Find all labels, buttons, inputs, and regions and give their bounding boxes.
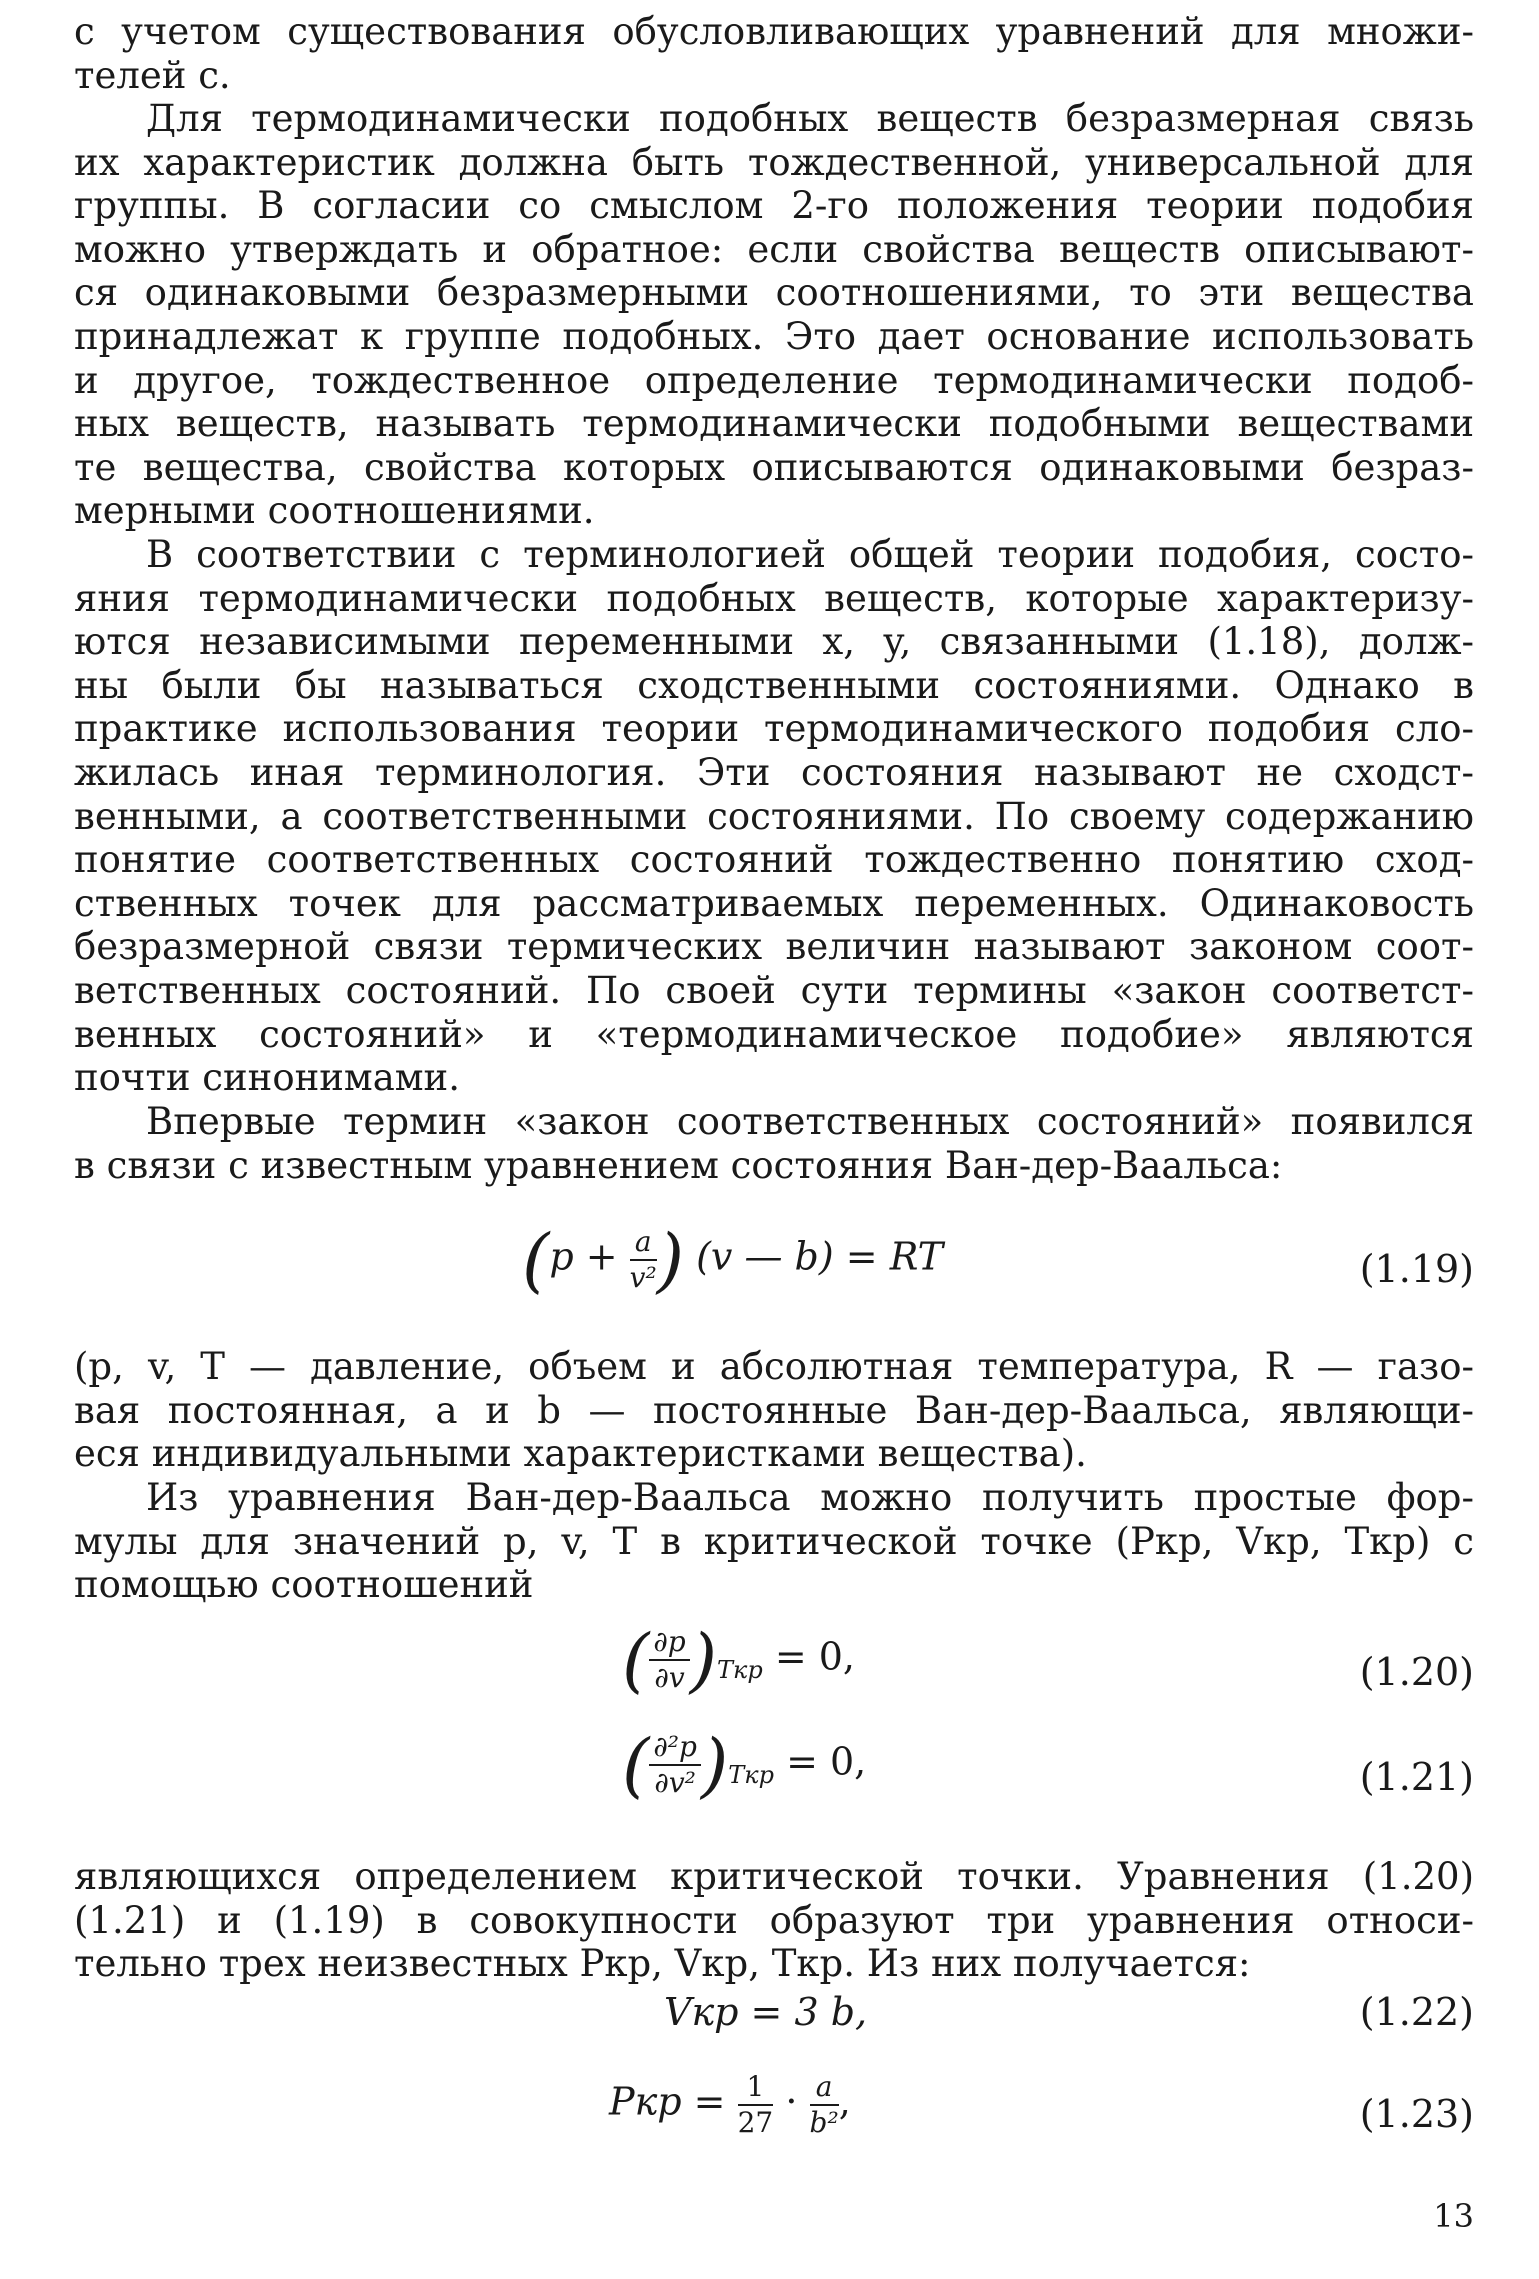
text-line: в связи с известным уравнением состояния Ван-дер-Ваальса:: [74, 1143, 1283, 1187]
equation-1-19: (p + $\frac{a}{\text{v²}}$ ) (v — b) = RT (1.19): [522, 1219, 1474, 1301]
text-line: (p, v, T — давление, объем и абсолютная температура, R — газо-: [74, 1345, 1474, 1388]
equation-number: (1.21): [1359, 1755, 1474, 1799]
equation-number: (1.20): [1359, 1650, 1474, 1694]
text-line: ся одинаковыми безразмерными соотношениями, то эти вещества: [74, 271, 1474, 315]
text-line: с учетом существования обусловливающих уравнений для множи-: [74, 10, 1474, 53]
paragraph-3: [74, 533, 1474, 1100]
text-line: телей с.: [74, 53, 231, 97]
equation-1-23: Pкр = $\frac{1}{27}$ · $\frac{a}{\text{b²}}$ , (1.23): [609, 2070, 1474, 2139]
text-line: ственных точек для рассматриваемых переменных. Одинаковость: [74, 881, 1474, 925]
text-line: мулы для значений p, v, T в критической точке (Pкр, Vкр, Tкр) с: [74, 1519, 1474, 1563]
text-line: помощью соотношений: [74, 1563, 534, 1607]
eq-text: = 0,: [786, 1739, 867, 1784]
text-line: вая постоянная, a и b — постоянные Ван-дер-Ваальса, являющи-: [74, 1388, 1474, 1432]
text-line: ны были бы называться сходственными состояниями. Однако в: [74, 663, 1474, 707]
text-line: безразмерной связи термических величин называют законом соот-: [74, 925, 1474, 969]
equation-1-21: ( $\frac{\text{∂²p}}{\text{∂v²}}$ )$_{Tкр} = 0$, (1.21): [622, 1724, 1474, 1806]
text-line: венными, а соответственными состояниями. По своему содержанию: [74, 794, 1474, 838]
fraction: $\frac{a}{\text{b²}}$: [809, 2070, 839, 2139]
text-line: те вещества, свойства которых описываются одинаковыми безраз-: [74, 445, 1474, 489]
paragraph-7: [74, 1855, 1474, 1986]
text-line: являющихся определением критической точки. Уравнения (1.20): [74, 1855, 1474, 1898]
equation-number: (1.19): [1359, 1247, 1474, 1291]
equation-number: (1.22): [1359, 1990, 1474, 2034]
text-line: мерными соотношениями.: [74, 489, 595, 533]
equation-1-22: [74, 1990, 1474, 2050]
text-line: принадлежат к группе подобных. Это дает основание использовать: [74, 314, 1474, 358]
eq-text: (v — b) = RT: [696, 1234, 943, 1279]
fraction: $\frac{1}{27}$: [737, 2070, 774, 2139]
page: [74, 0, 1474, 2279]
paragraph-2: [74, 97, 1474, 533]
text-line: ных веществ, называть термодинамически подобными веществами: [74, 402, 1474, 446]
text-line: ются независимыми переменными x, y, связанными (1.18), долж-: [74, 620, 1474, 664]
paragraph-6: [74, 1476, 1474, 1607]
text-line: (1.21) и (1.19) в совокупности образуют три уравнения относи-: [74, 1898, 1474, 1942]
text-line: группы. В согласии со смыслом 2-го положения теории подобия: [74, 184, 1474, 228]
text-line: можно утверждать и обратное: если свойства веществ описывают-: [74, 227, 1474, 271]
text-line: понятие соответственных состояний тождественно понятию сход-: [74, 838, 1474, 882]
equation-1-20: ( $\frac{\partial p}{\partial v}$ )$_{Tкр} = 0$, (1.20): [622, 1619, 1474, 1701]
fraction: $\frac{a}{\text{v²}}$: [629, 1225, 657, 1294]
text-line: ветственных состояний. По своей сути термины «закон соответст-: [74, 968, 1474, 1012]
paragraph-4: [74, 1100, 1474, 1187]
text-line: почти синонимами.: [74, 1056, 460, 1100]
eq-text: Vкр = 3 b,: [664, 1990, 868, 2034]
text-line: яния термодинамически подобных веществ, которые характеризу-: [74, 576, 1474, 620]
text-line: В соответствии с терминологией общей теории подобия, состо-: [146, 533, 1474, 576]
fraction: $\frac{\text{∂²p}}{\text{∂v²}}$: [649, 1730, 701, 1800]
page-number: 13: [1433, 2197, 1474, 2235]
fraction: $\frac{\partial p}{\partial v}$: [649, 1625, 689, 1695]
text-line: практике использования теории термодинамического подобия сло-: [74, 707, 1474, 751]
eq-text: Pкр =: [609, 2079, 726, 2124]
text-line: Из уравнения Ван-дер-Ваальса можно получить простые фор-: [146, 1476, 1474, 1519]
subscript: Tкр: [717, 1656, 763, 1685]
text-line: Для термодинамически подобных веществ безразмерная связь: [146, 97, 1474, 140]
eq-text: = 0,: [774, 1634, 856, 1679]
eq-text: p +: [549, 1234, 618, 1279]
text-line: Впервые термин «закон соответственных состояний» появился: [146, 1100, 1474, 1143]
text-line: и другое, тождественное определение термодинамически подоб-: [74, 358, 1474, 402]
text-line: еся индивидуальными характеристками вещества).: [74, 1432, 1087, 1476]
text-line: тельно трех неизвестных Pкр, Vкр, Tкр. Из них получается:: [74, 1942, 1251, 1986]
text-line: венных состояний» и «термодинамическое подобие» являются: [74, 1012, 1474, 1056]
text-line: их характеристик должна быть тождественной, универсальной для: [74, 140, 1474, 184]
paragraph-1: [74, 10, 1474, 97]
equation-number: (1.23): [1359, 2092, 1474, 2136]
subscript: Tкр: [728, 1761, 774, 1790]
paragraph-5: [74, 1345, 1474, 1476]
text-line: жилась иная терминология. Эти состояния называют не сходст-: [74, 750, 1474, 794]
